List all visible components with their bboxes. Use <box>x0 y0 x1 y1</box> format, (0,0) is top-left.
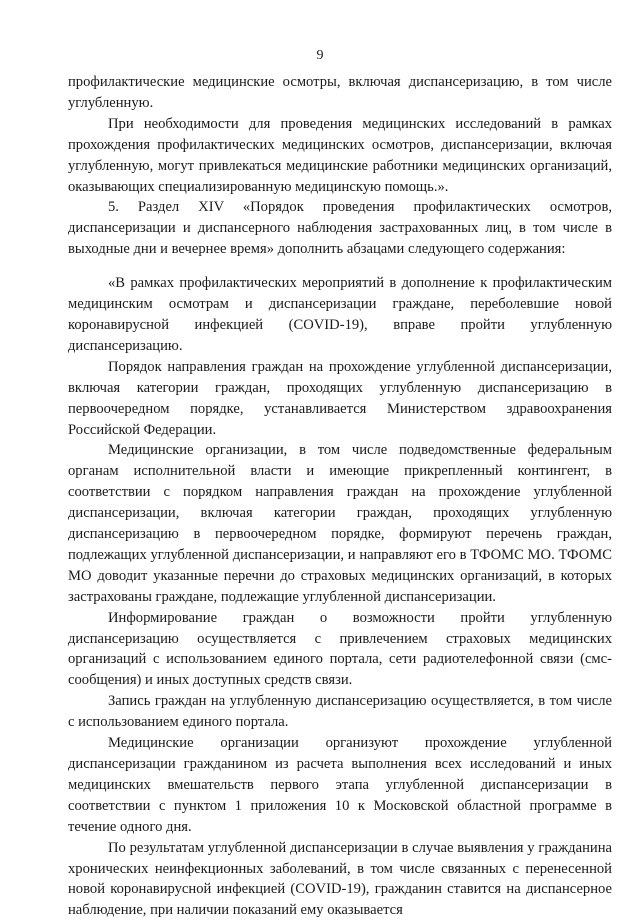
paragraph-one-day-completion: Медицинские организации организуют прохождение углубленной диспансеризации гражданином из расчета выполнения всех исследований и иных медицинских вмешательств первого этапа углубленной диспансеризации в соответствии с пунктом 1 приложения 10 к Московской областной программе в течение одного дня. <box>68 735 612 835</box>
page-number: 9 <box>316 48 324 63</box>
paragraph-informing-citizens: Информирование граждан о возможности пройти углубленную диспансеризацию осуществляется с привлечением страховых медицинских организаций с использованием единого портала, сети радиотелефонной связи (смс-сообщения) и иных доступных средств связи. <box>68 609 612 689</box>
paragraph-registration: Запись граждан на углубленную диспансеризацию осуществляется, в том числе с использованием единого портала. <box>68 693 612 731</box>
paragraph-follow-up-observation: По результатам углубленной диспансеризации в случае выявления у гражданина хронических неинфекционных заболеваний, в том числе связанных с перенесенной новой коронавирусной инфекцией (COVID-19), гражданин ставится на диспансерное наблюдение, при наличии показаний ему оказывается <box>68 839 612 919</box>
paragraph-section-xiv-amendment: 5. Раздел XIV «Порядок проведения профилактических осмотров, диспансеризации и диспансерного наблюдения застрахованных лиц, в том числе в выходные дни и вечернее время» дополнить абзацами следующего содержания: <box>68 199 612 258</box>
paragraph-covid-deep-screening: «В рамках профилактических мероприятий в дополнение к профилактическим медицинским осмотрам и диспансеризации гражданe, переболевшие новой коронавирусной инфекцией (COVID-19), вправе пройти углубленную диспансеризацию. <box>68 275 612 354</box>
paragraph-referral-procedure: Порядок направления граждан на прохождение углубленной диспансеризации, включая категории граждан, проходящих углубленную диспансеризацию в первоочередном порядке, устанавливается Министерством здравоохранения Российской Федерации. <box>68 358 612 438</box>
paragraph-medical-organizations-lists: Медицинские организации, в том числе подведомственные федеральным органам исполнительной власти и имеющие прикрепленный контингент, в соответствии с порядком направления граждан на прохождение углубленной диспансеризации, включая категории граждан, проходящих углубленную диспансеризацию в первоочередном порядке, формируют перечень граждан, подлежащих углубленной диспансеризации, и направляют его в ТФОМС МО. ТФОМС МО доводит указанные перечни до страховых медицинских организаций, в которых застрахованы граждане, подлежащие углубленной диспансеризации. <box>68 442 612 605</box>
document-body <box>68 72 612 921</box>
paragraph-continuation: профилактические медицинские осмотры, включая диспансеризацию, в том числе углубленную. <box>68 74 612 111</box>
paragraph-specialist-involvement: При необходимости для проведения медицинских исследований в рамках прохождения профилактических медицинских осмотров, диспансеризации, включая углубленную, могут привлекаться медицинские работники медицинских организаций, оказывающих специализированную медицинскую помощь.». <box>68 115 612 195</box>
